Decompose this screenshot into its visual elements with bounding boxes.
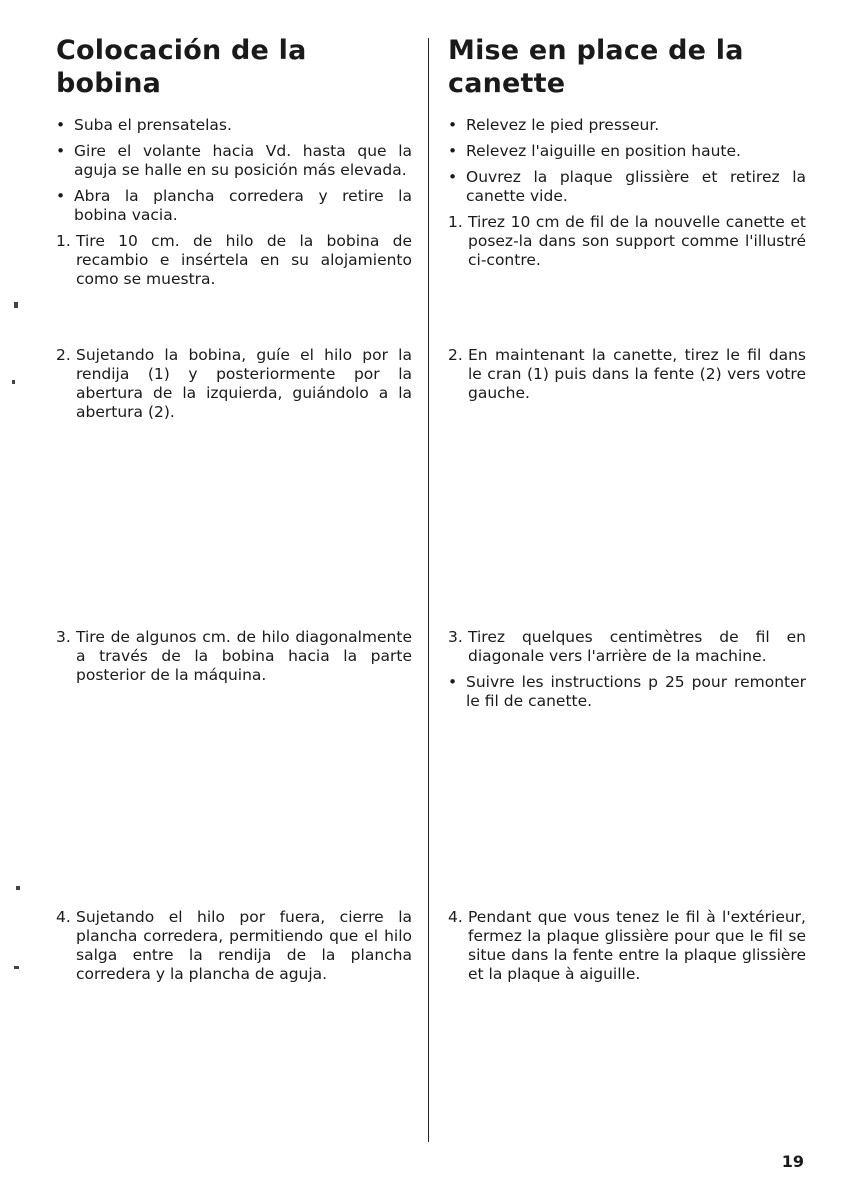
scan-speck <box>12 380 15 384</box>
spanish-title: Colocación de la bobina <box>56 35 307 99</box>
scan-speck <box>14 966 19 969</box>
list-item: • Gire el volante hacia Vd. hasta que la aguja se halle en su posición más elevada. <box>56 142 412 179</box>
french-title: Mise en place de la canette <box>448 35 744 99</box>
step-item: 3. Tire de algunos cm. de hilo diagonalmente a través de la bobina hacia la parte posterior de la máquina. <box>56 628 412 684</box>
list-item: • Abra la plancha corredera y retire la bobina vacia. <box>56 187 412 224</box>
step-item: 4. Sujetando el hilo por fuera, cierre la plancha corredera, permitiendo que el hilo salga entre la rendija de la plancha corredera y la plancha de aguja. <box>56 908 412 983</box>
french-step-3 <box>448 628 806 718</box>
spanish-bullet-list <box>56 116 412 289</box>
list-item: • Suivre les instructions p 25 pour remonter le fil de canette. <box>448 673 806 710</box>
list-item: • Relevez le pied presseur. <box>448 116 660 134</box>
page-number: 19 <box>781 1152 804 1171</box>
spanish-step-4 <box>56 908 412 991</box>
list-item: • Ouvrez la plaque glissière et retirez la canette vide. <box>448 168 806 205</box>
french-step-2 <box>448 346 806 410</box>
column-divider <box>428 38 429 1142</box>
step-item: 1. Tirez 10 cm de fil de la nouvelle canette et posez-la dans son support comme l'illustré ci-contre. <box>448 213 806 269</box>
french-step-4 <box>448 908 806 991</box>
french-bullet-list <box>448 116 806 270</box>
spanish-column <box>56 34 412 983</box>
spanish-step-2 <box>56 346 412 429</box>
step-item: 3. Tirez quelques centimètres de fil en diagonale vers l'arrière de la machine. <box>448 628 806 665</box>
scan-speck <box>14 302 18 308</box>
step-item: 1. Tire 10 cm. de hilo de la bobina de recambio e insértela en su alojamiento como se muestra. <box>56 232 412 288</box>
step-item: 2. En maintenant la canette, tirez le fil dans le cran (1) puis dans la fente (2) vers votre gauche. <box>448 346 806 402</box>
list-item: • Relevez l'aiguille en position haute. <box>448 142 741 160</box>
list-item: • Suba el prensatelas. <box>56 116 232 134</box>
scan-speck <box>16 886 20 890</box>
spanish-step-3 <box>56 628 412 692</box>
step-item: 2. Sujetando la bobina, guíe el hilo por la rendija (1) y posteriormente por la abertura de la izquierda, guiándolo a la abertura (2). <box>56 346 412 421</box>
french-column <box>448 34 806 983</box>
step-item: 4. Pendant que vous tenez le fil à l'extérieur, fermez la plaque glissière pour que le fil se situe dans la fente entre la plaque glissière et la plaque à aiguille. <box>448 908 806 983</box>
